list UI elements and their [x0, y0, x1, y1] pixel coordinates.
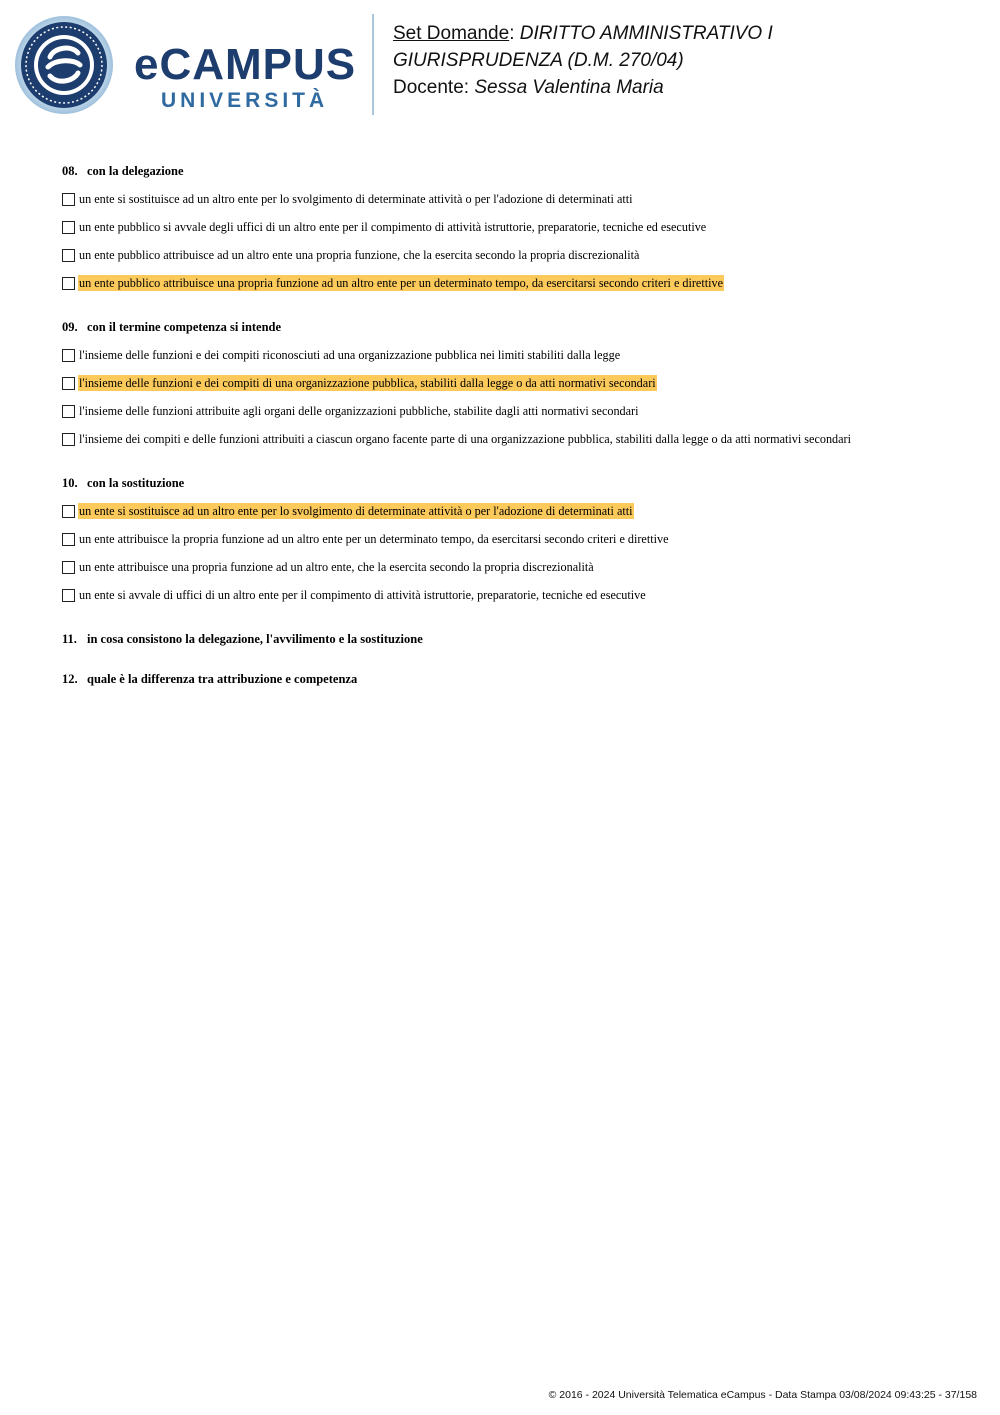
answer-checkbox[interactable] [62, 193, 75, 206]
answer-option [62, 369, 962, 397]
answer-option [62, 341, 962, 369]
docente-line [393, 74, 983, 101]
correct-answer-text: un ente pubblico attribuisce una propria funzione ad un altro ente per un determinato tempo, da esercitarsi secondo criteri e direttive [79, 276, 724, 290]
question-text: con la delegazione [87, 164, 184, 178]
answer-option [62, 581, 962, 609]
question-09 [62, 316, 962, 453]
answer-text: un ente attribuisce la propria funzione ad un altro ente per un determinato tempo, da esercitarsi secondo criteri e direttive [79, 532, 669, 546]
correct-answer-text: l'insieme delle funzioni e dei compiti di una organizzazione pubblica, stabiliti dalla legge o da atti normativi secondari [79, 376, 656, 390]
question-12 [62, 668, 962, 690]
set-line-1: Set Domande: DIRITTO AMMINISTRATIVO I [393, 23, 773, 44]
answer-checkbox[interactable] [62, 249, 75, 262]
logo-brand-text: eCAMPUS [134, 40, 357, 89]
answer-checkbox[interactable] [62, 533, 75, 546]
answer-option [62, 525, 962, 553]
answer-text: l'insieme delle funzioni e dei compiti riconosciuti ad una organizzazione pubblica nei limiti stabiliti dalla legge [79, 348, 621, 362]
set-value-2: GIURISPRUDENZA (D.M. 270/04) [393, 50, 684, 71]
question-title [62, 668, 962, 690]
answer-option [62, 241, 962, 269]
question-text: in cosa consistono la delegazione, l'avvilimento e la sostituzione [87, 632, 423, 646]
docente-value: Sessa Valentina Maria [474, 77, 664, 98]
answer-option [62, 213, 962, 241]
header-info [393, 20, 983, 101]
ecampus-logo [14, 15, 360, 116]
logo-subtitle-text: UNIVERSITÀ [161, 89, 329, 112]
answer-checkbox[interactable] [62, 221, 75, 234]
question-number: 09. [62, 320, 78, 334]
answer-checkbox[interactable] [62, 405, 75, 418]
question-10 [62, 472, 962, 609]
answer-text: un ente si sostituisce ad un altro ente per lo svolgimento di determinate attività o per l'adozione di determinati atti [79, 192, 633, 206]
question-11 [62, 628, 962, 650]
question-number: 10. [62, 476, 78, 490]
answer-option [62, 553, 962, 581]
answer-text: un ente attribuisce una propria funzione ad un altro ente, che la esercita secondo la propria discrezionalità [79, 560, 594, 574]
question-number: 08. [62, 164, 78, 178]
header-divider [372, 14, 374, 115]
answer-text: un ente pubblico si avvale degli uffici di un altro ente per il compimento di attività istruttorie, preparatorie, tecniche ed esecutive [79, 220, 707, 234]
question-text: quale è la differenza tra attribuzione e competenza [87, 672, 358, 686]
answer-text: un ente pubblico attribuisce ad un altro ente una propria funzione, che la esercita secondo la propria discrezionalità [79, 248, 640, 262]
answer-option [62, 269, 962, 297]
set-value-1: DIRITTO AMMINISTRATIVO I [519, 23, 773, 44]
page-header [0, 0, 1000, 130]
answer-checkbox[interactable] [62, 589, 75, 602]
question-title [62, 472, 962, 494]
answer-checkbox[interactable] [62, 277, 75, 290]
answer-checkbox[interactable] [62, 433, 75, 446]
question-text: con il termine competenza si intende [87, 320, 282, 334]
question-title [62, 628, 962, 650]
correct-answer-text: un ente si sostituisce ad un altro ente per lo svolgimento di determinate attività o per l'adozione di determinati atti [79, 504, 633, 518]
answer-option [62, 397, 962, 425]
question-title [62, 160, 962, 182]
answer-checkbox[interactable] [62, 349, 75, 362]
set-line-2 [393, 47, 983, 74]
set-label: Set Domande [393, 23, 510, 44]
page-footer: © 2016 - 2024 Università Telematica eCampus - Data Stampa 03/08/2024 09:43:25 - 37/158 [548, 1389, 977, 1401]
question-number: 11. [62, 632, 77, 646]
answer-text: l'insieme delle funzioni attribuite agli organi delle organizzazioni pubbliche, stabilite dagli atti normativi secondari [79, 404, 639, 418]
question-title [62, 316, 962, 338]
questions-list [62, 160, 962, 708]
docente-label: Docente: [393, 77, 470, 98]
answer-option [62, 185, 962, 213]
question-text: con la sostituzione [87, 476, 185, 490]
answer-checkbox[interactable] [62, 377, 75, 390]
answer-text: un ente si avvale di uffici di un altro ente per il compimento di attività istruttorie, preparatorie, tecniche ed esecutive [79, 588, 646, 602]
answer-option [62, 425, 962, 453]
question-08 [62, 160, 962, 297]
answer-checkbox[interactable] [62, 561, 75, 574]
answer-option [62, 497, 962, 525]
answer-checkbox[interactable] [62, 505, 75, 518]
question-number: 12. [62, 672, 78, 686]
answer-text: l'insieme dei compiti e delle funzioni attribuiti a ciascun organo facente parte di una organizzazione pubblica, stabiliti dalla legge o da atti normativi secondari [79, 432, 851, 446]
